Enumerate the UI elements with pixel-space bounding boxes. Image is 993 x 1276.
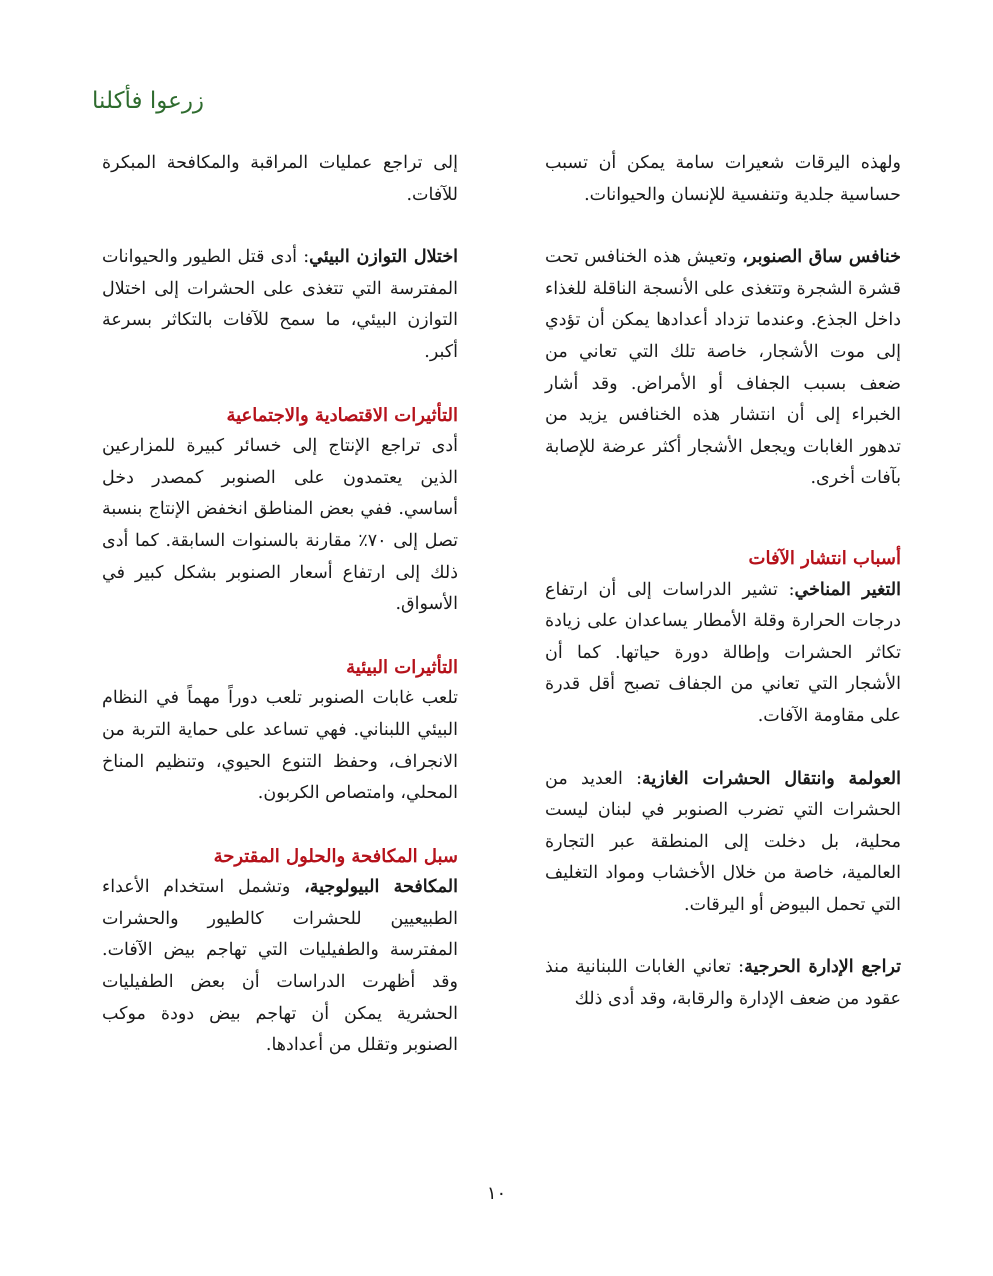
term-ecological-imbalance: اختلال التوازن البيئي bbox=[309, 247, 459, 268]
term-biological-control: المكافحة البيولوجية، bbox=[304, 877, 458, 898]
paragraph-biological-control bbox=[102, 872, 458, 1062]
running-header-title: زرعوا فأكلنا bbox=[92, 88, 205, 114]
heading-economic-social-effects: التأثيرات الاقتصادية والاجتماعية bbox=[226, 404, 458, 426]
left-column bbox=[102, 148, 458, 1093]
paragraph-text: : تشير الدراسات إلى أن ارتفاع درجات الحرارة وقلة الأمطار يساعدان على زيادة تكاثر الحشرات وإطالة دورة حياتها. كما أن الأشجار التي تعاني من الجفاف تصبح أقل قدرة على مقاومة الآفات. bbox=[545, 579, 901, 726]
paragraph-pine-stem-beetles bbox=[545, 242, 901, 495]
paragraph-text: وتعيش هذه الخنافس تحت قشرة الشجرة وتتغذى على الأنسجة الناقلة للغذاء داخل الجذع. وعندما تزداد أعدادها يمكن أن تؤدي إلى موت الأشجار، خاصة تلك التي تعاني من ضعف بسبب الجفاف أو الأمراض. وقد أشار الخبراء إلى أن انتشار هذه الخنافس يزيد من تدهور الغابات ويجعل الأشجار أكثر عرضة للإصابة بآفات أخرى. bbox=[545, 247, 901, 489]
heading-control-solutions: سبل المكافحة والحلول المقترحة bbox=[213, 845, 458, 867]
paragraph-text: وتشمل استخدام الأعداء الطبيعيين للحشرات كالطيور والحشرات المفترسة والطفيليات التي تهاجم بيض الآفات. وقد أظهرت الدراسات أن بعض الطفيليات الحشرية يمكن أن تهاجم بيض دودة موكب الصنوبر وتقلل من أعدادها. bbox=[102, 877, 458, 1056]
paragraph-monitoring-decline: إلى تراجع عمليات المراقبة والمكافحة المبكرة للآفات. bbox=[102, 153, 458, 205]
paragraph-text: : تعاني الغابات اللبنانية منذ عقود من ضعف الإدارة والرقابة، وقد أدى ذلك bbox=[545, 957, 901, 1010]
paragraph-ecological-imbalance bbox=[102, 242, 458, 368]
paragraph-larvae-hairs: ولهذه اليرقات شعيرات سامة يمكن أن تسبب حساسية جلدية وتنفسية للإنسان والحيوانات. bbox=[545, 153, 901, 205]
paragraph-forest-management bbox=[545, 952, 901, 1015]
paragraph-globalization bbox=[545, 764, 901, 922]
paragraph-environmental-effects: تلعب غابات الصنوبر تلعب دوراً مهماً في النظام البيئي اللبناني. فهي تساعد على حماية التربة من الانجراف، وحفظ التنوع الحيوي، وتنظيم المناخ المحلي، وامتصاص الكربون. bbox=[102, 688, 458, 804]
term-forest-management: تراجع الإدارة الحرجية bbox=[744, 957, 901, 978]
right-column bbox=[545, 148, 901, 1047]
paragraph-text: : أدى قتل الطيور والحيوانات المفترسة التي تتغذى على الحشرات إلى اختلال التوازن البيئي، ما سمح للآفات بالتكاثر بسرعة أكبر. bbox=[102, 247, 458, 362]
heading-environmental-effects: التأثيرات البيئية bbox=[346, 656, 458, 678]
term-globalization: العولمة وانتقال الحشرات الغازية bbox=[641, 768, 901, 789]
paragraph-economic-effects: أدى تراجع الإنتاج إلى خسائر كبيرة للمزارعين الذين يعتمدون على الصنوبر كمصدر دخل أساسي. ففي بعض المناطق انخفض الإنتاج بنسبة تصل إلى ٧٠٪ مقارنة بالسنوات السابقة. كما أدى ذلك إلى ارتفاع أسعار الصنوبر بشكل كبير في الأسواق. bbox=[102, 436, 458, 615]
term-climate-change: التغير المناخي bbox=[794, 579, 901, 600]
term-pine-stem-beetles: خنافس ساق الصنوبر، bbox=[742, 247, 901, 268]
page-number: ١٠ bbox=[486, 1183, 507, 1204]
heading-pest-causes: أسباب انتشار الآفات bbox=[748, 547, 901, 569]
paragraph-text: : العديد من الحشرات التي تضرب الصنوبر في لبنان ليست محلية، بل دخلت إلى المنطقة عبر التجارة العالمية، خاصة من خلال الأخشاب ومواد التغليف التي تحمل البيوض أو اليرقات. bbox=[545, 768, 901, 915]
paragraph-climate-change bbox=[545, 575, 901, 733]
